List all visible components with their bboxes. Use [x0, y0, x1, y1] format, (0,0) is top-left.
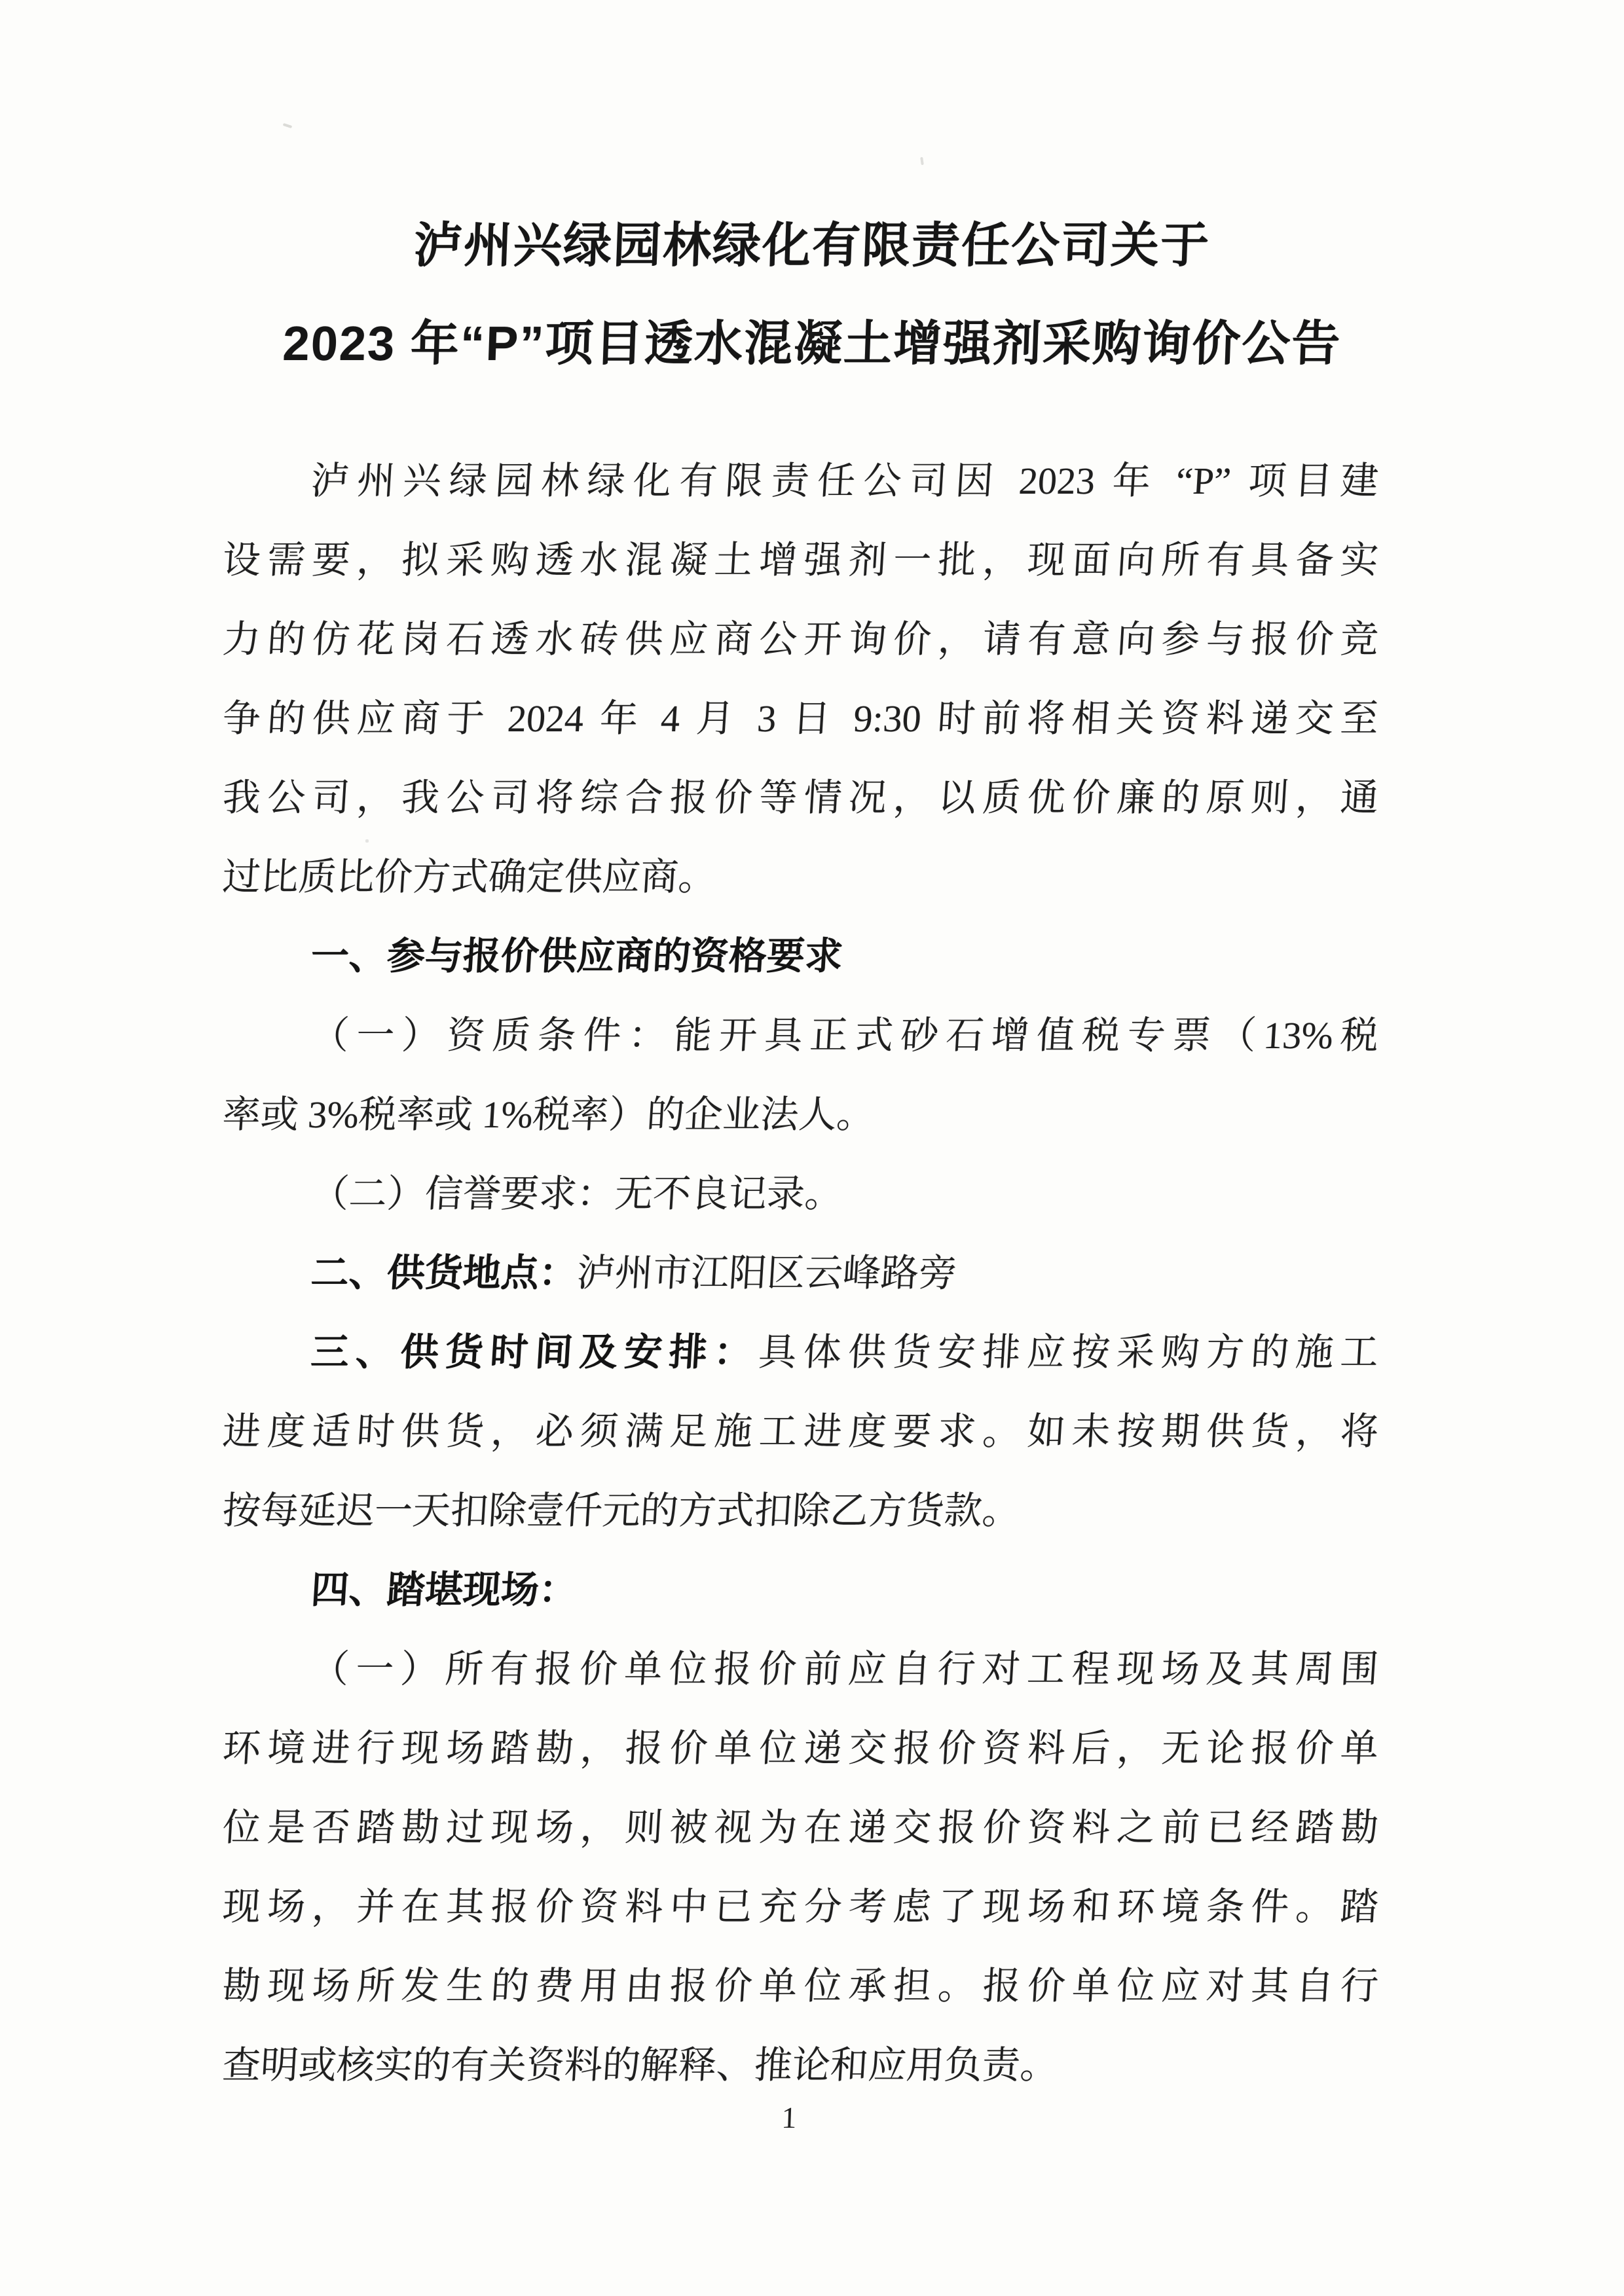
- body-line-7-text: （一）资质条件：能开具正式砂石增值税专票（13%税: [310, 1014, 1380, 1057]
- body-line-14-heading: 四、踏堪现场：: [310, 1569, 579, 1611]
- scan-artifact: [283, 123, 293, 128]
- body-line-18: [220, 1867, 1380, 1946]
- body-line-13-text: 按每延迟一天扣除壹仟元的方式扣除乙方货款。: [221, 1489, 1022, 1532]
- body-line-20: [220, 2026, 1380, 2105]
- body-line-3-text: 争的供应商于 2024 年 4 月 3 日 9:30 时前将相关资料递交至: [221, 697, 1380, 740]
- body-line-2-text: 力的仿花岗石透水砖供应商公开询价，请有意向参与报价竞: [221, 618, 1380, 661]
- body-line-19: [220, 1946, 1380, 2026]
- document-title-line1: 泸州兴绿园林绿化有限责任公司关于: [413, 218, 1211, 272]
- body-line-15-text: （一）所有报价单位报价前应自行对工程现场及其周围: [310, 1648, 1380, 1690]
- page-number: 1: [781, 2101, 798, 2134]
- body-line-11: [220, 1313, 1380, 1392]
- body-line-4-text: 我公司，我公司将综合报价等情况，以质优价廉的原则，通: [221, 776, 1380, 819]
- body-line-12-text: 进度适时供货，必须满足施工进度要求。如未按期供货，将: [221, 1410, 1380, 1453]
- body-line-8: [220, 1075, 1380, 1154]
- body-line-2: [220, 600, 1380, 679]
- body-line-12: [220, 1392, 1380, 1471]
- body-line-8-text: 率或 3%税率或 1%税率）的企业法人。: [221, 1093, 876, 1136]
- body-line-3: [220, 679, 1380, 758]
- body-line-6: [220, 917, 1380, 996]
- body-line-10-heading: 二、供货地点：: [310, 1252, 579, 1294]
- body-line-19-text: 勘现场所发生的费用由报价单位承担。报价单位应对其自行: [221, 1965, 1380, 2007]
- body-line-15: [220, 1630, 1380, 1709]
- body-line-16-text: 环境进行现场踏勘，报价单位递交报价资料后，无论报价单: [221, 1727, 1380, 1770]
- body-line-5-text: 过比质比价方式确定供应商。: [221, 856, 718, 898]
- document-title: [0, 196, 1624, 393]
- body-line-16: [220, 1709, 1380, 1788]
- document-body: [223, 441, 1378, 2105]
- body-line-9: [220, 1154, 1380, 1233]
- body-line-11-text: 具体供货安排应按采购方的施工: [757, 1331, 1380, 1374]
- scan-artifact: [920, 157, 924, 165]
- body-line-9-text: （二）信誉要求：无不良记录。: [310, 1173, 845, 1215]
- body-line-1-text: 设需要，拟采购透水混凝土增强剂一批，现面向所有具备实: [221, 539, 1380, 581]
- body-line-10-text: 泸州市江阳区云峰路旁: [576, 1252, 959, 1294]
- body-line-5: [220, 837, 1380, 917]
- body-line-17-text: 位是否踏勘过现场，则被视为在递交报价资料之前已经踏勘: [221, 1806, 1380, 1849]
- body-line-6-heading: 一、参与报价供应商的资格要求: [310, 935, 845, 977]
- body-line-1: [220, 520, 1380, 600]
- body-line-14: [220, 1550, 1380, 1630]
- body-line-20-text: 查明或核实的有关资料的解释、推论和应用负责。: [221, 2044, 1060, 2086]
- body-line-13: [220, 1471, 1380, 1550]
- body-line-11-heading: 三、供货时间及安排：: [310, 1331, 760, 1374]
- body-line-0: [220, 441, 1380, 520]
- body-line-10: [220, 1233, 1380, 1313]
- body-line-17: [220, 1788, 1380, 1867]
- body-line-7: [220, 996, 1380, 1075]
- body-line-0-text: 泸州兴绿园林绿化有限责任公司因 2023 年 “P” 项目建: [310, 460, 1380, 502]
- body-line-18-text: 现场，并在其报价资料中已充分考虑了现场和环境条件。踏: [221, 1886, 1380, 1928]
- document-title-line2: 2023 年“P”项目透水混凝土增强剂采购询价公告: [282, 316, 1342, 371]
- body-line-4: [220, 758, 1380, 837]
